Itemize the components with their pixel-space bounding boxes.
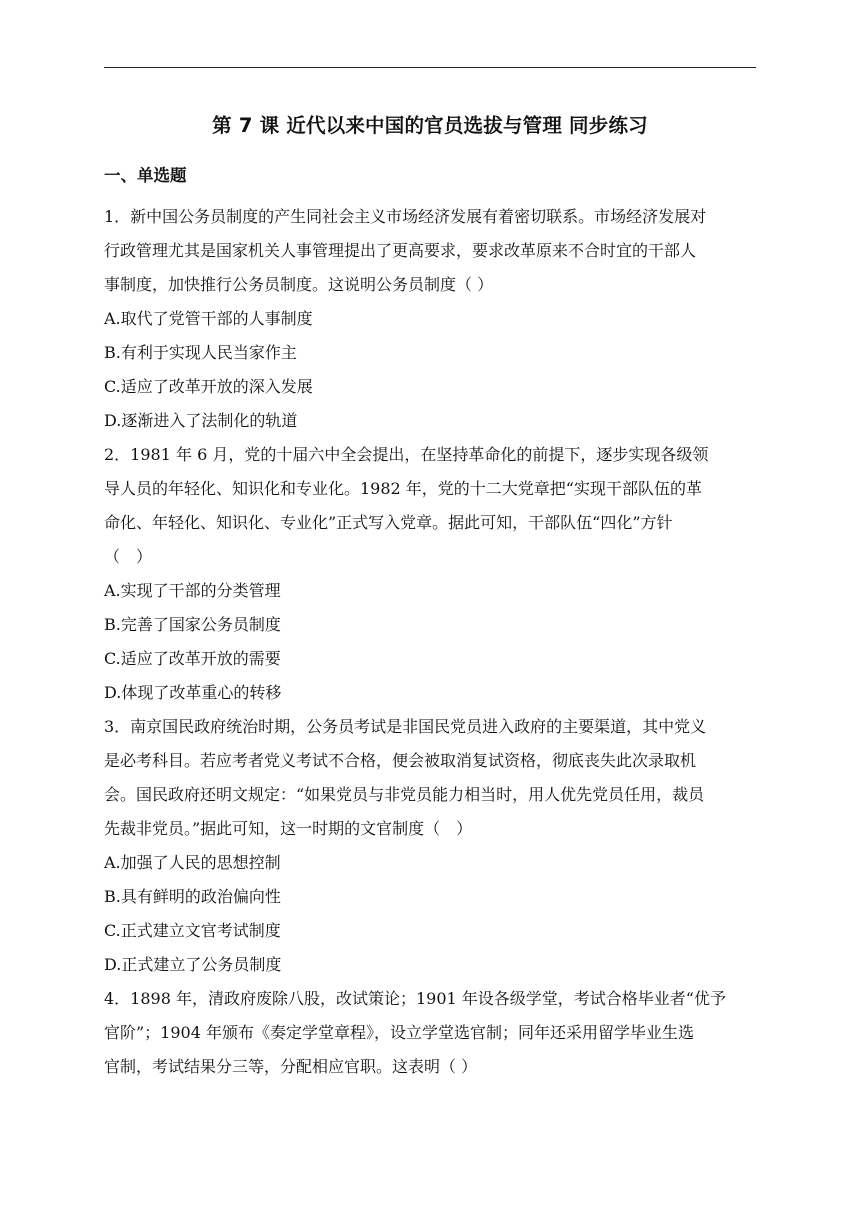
stem-line: （ ） xyxy=(104,547,153,566)
option-b: B.有利于实现人民当家作主 xyxy=(104,343,297,362)
option-d: D.体现了改革重心的转移 xyxy=(104,683,282,702)
option-a: A.加强了人民的思想控制 xyxy=(104,853,281,872)
section-heading: 一、单选题 xyxy=(104,166,187,185)
question-4 xyxy=(104,982,756,1084)
stem-line: 3．南京国民政府统治时期，公务员考试是非国民党员进入政府的主要渠道，其中党义 xyxy=(104,717,707,736)
stem-line: 先裁非党员。”据此可知，这一时期的文官制度（ ） xyxy=(104,819,473,838)
question-3 xyxy=(104,710,756,982)
stem-line: 1．新中国公务员制度的产生同社会主义市场经济发展有着密切联系。市场经济发展对 xyxy=(104,207,707,226)
option-a: A.取代了党管干部的人事制度 xyxy=(104,309,313,328)
option-b: B.具有鲜明的政治偏向性 xyxy=(104,887,281,906)
option-c: C.适应了改革开放的深入发展 xyxy=(104,377,313,396)
document-title: 第 7 课 近代以来中国的官员选拔与管理 同步练习 xyxy=(212,114,648,137)
stem-line: 4．1898 年，清政府废除八股，改试策论；1901 年设各级学堂，考试合格毕业者“优予 xyxy=(104,989,726,1008)
option-c: C.适应了改革开放的需要 xyxy=(104,649,281,668)
header-rule xyxy=(104,67,756,68)
option-a: A.实现了干部的分类管理 xyxy=(104,581,281,600)
stem-line: 官阶”；1904 年颁布《奏定学堂章程》，设立学堂选官制；同年还采用留学毕业生选 xyxy=(104,1023,694,1042)
question-list xyxy=(104,200,756,1084)
question-1 xyxy=(104,200,756,438)
option-c: C.正式建立文官考试制度 xyxy=(104,921,281,940)
option-b: B.完善了国家公务员制度 xyxy=(104,615,281,634)
question-stem xyxy=(104,200,756,302)
question-stem xyxy=(104,710,756,846)
stem-line: 会。国民政府还明文规定：“如果党员与非党员能力相当时，用人优先党员任用，裁员 xyxy=(104,785,705,804)
question-stem xyxy=(104,438,756,574)
stem-line: 命化、年轻化、知识化、专业化”正式写入党章。据此可知，干部队伍“四化”方针 xyxy=(104,513,673,532)
stem-line: 事制度，加快推行公务员制度。这说明公务员制度（ ） xyxy=(104,275,494,294)
stem-line: 2．1981 年 6 月，党的十届六中全会提出，在坚持革命化的前提下，逐步实现各级领 xyxy=(104,445,709,464)
stem-line: 是必考科目。若应考者党义考试不合格，便会被取消复试资格，彻底丧失此次录取机 xyxy=(104,751,697,770)
question-2 xyxy=(104,438,756,710)
stem-line: 行政管理尤其是国家机关人事管理提出了更高要求，要求改革原来不合时宜的干部人 xyxy=(104,241,697,260)
question-stem xyxy=(104,982,756,1084)
option-d: D.逐渐进入了法制化的轨道 xyxy=(104,411,298,430)
stem-line: 导人员的年轻化、知识化和专业化。1982 年，党的十二大党章把“实现干部队伍的革 xyxy=(104,479,702,498)
option-d: D.正式建立了公务员制度 xyxy=(104,955,282,974)
stem-line: 官制，考试结果分三等，分配相应官职。这表明（ ） xyxy=(104,1057,478,1076)
